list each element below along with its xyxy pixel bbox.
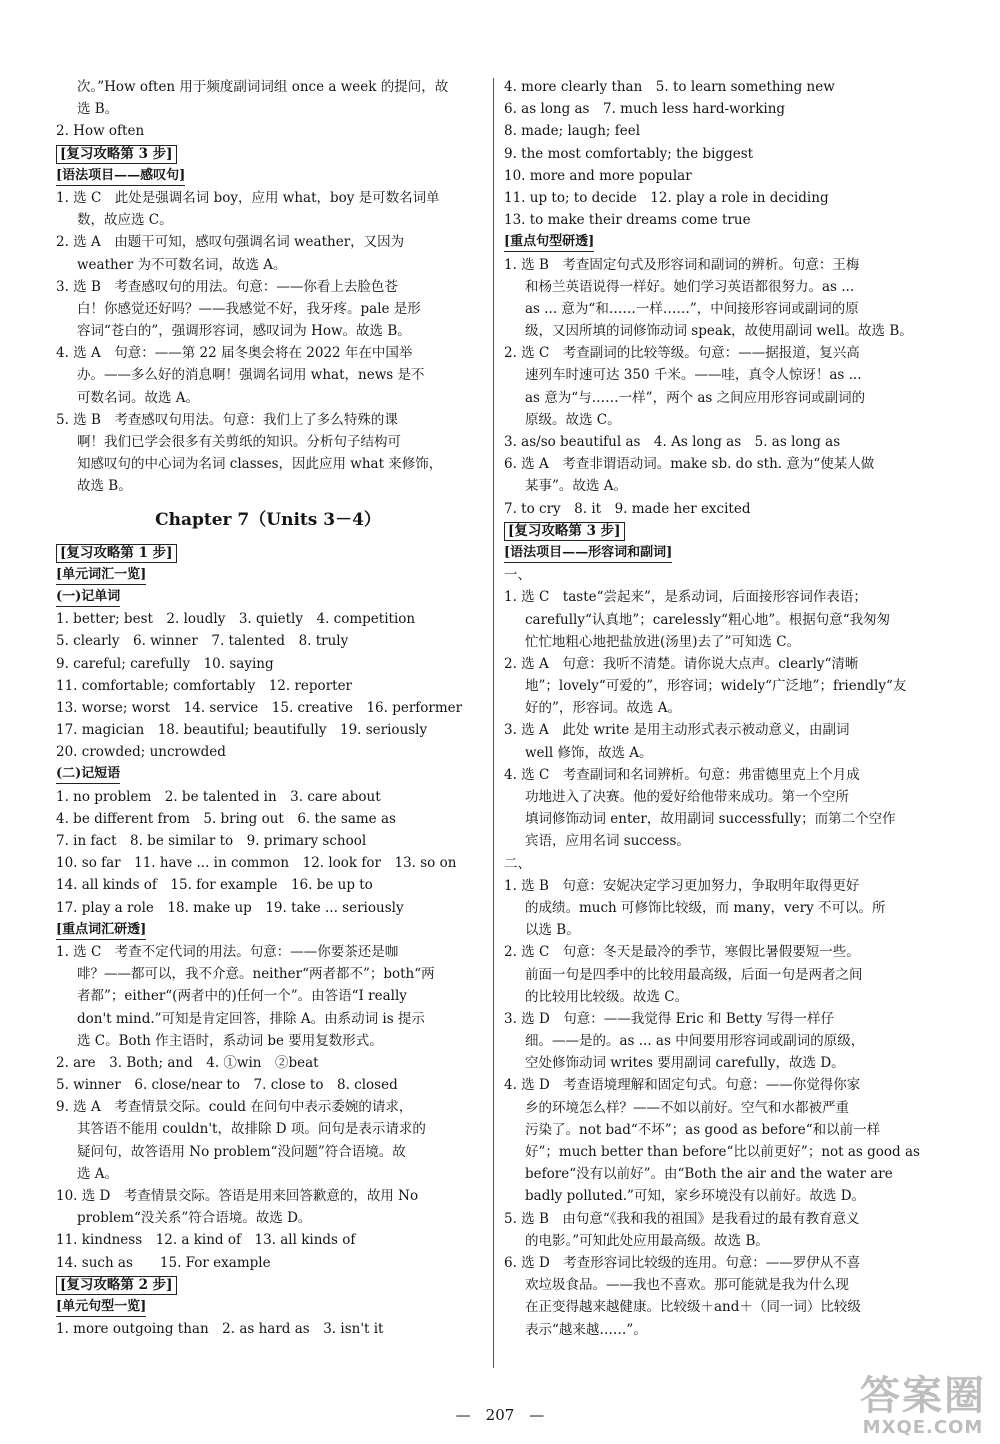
- text-line: 14. such as 15. For example: [56, 1254, 271, 1271]
- text-line-continuation: 的比较用比较级。故选 C。: [525, 988, 689, 1005]
- text-line-continuation: well 修饰，故选 A。: [525, 744, 653, 761]
- subsection-heading: [56, 919, 480, 941]
- subsection-heading-label: [重点句型研透]: [504, 233, 594, 252]
- text-line-continuation: 在正变得越来越健康。比较级＋and＋（同一词）比较级: [525, 1299, 861, 1316]
- text-line: 1. no problem 2. be talented in 3. care about: [56, 788, 381, 805]
- text-line: 6. 选 A 考查非谓语动词。make sb. do sth. 意为“使某人做: [504, 456, 875, 473]
- text-line: 1. 选 C 此处是强调名词 boy，应用 what，boy 是可数名词单: [56, 189, 440, 206]
- text-line-continuation: 可数名词。故选 A。: [77, 389, 200, 406]
- section-heading: [56, 542, 480, 564]
- text-line-continuation: 欢垃圾食品。——我也不喜欢。那可能就是我为什么现: [525, 1277, 849, 1294]
- text-line-continuation: 功地进入了决赛。他的爱好给他带来成功。第一个空所: [525, 789, 849, 805]
- text-line: 7. to cry 8. it 9. made her excited: [504, 500, 751, 517]
- text-line-continuation: 的成绩。much 可修饰比较级，而 many，very 不可以。所: [525, 899, 886, 916]
- text-line: 9. 选 A 考查情景交际。could 在问句中表示委婉的请求，: [56, 1099, 413, 1116]
- text-line-continuation: 好”；much better than before“比以前更好”；not as good as: [525, 1144, 920, 1160]
- text-line-continuation: 和杨兰英语说得一样好。她们学习英语都很努力。as ...: [525, 278, 855, 295]
- text-line: 4. 选 A 句意：——第 22 届冬奥会将在 2022 年在中国举: [56, 345, 413, 362]
- text-line: 2. 选 A 由题干可知，感叹句强调名词 weather，又因为: [56, 234, 405, 251]
- text-line-continuation: before“没有以前好”。由“Both the air and the water are: [525, 1166, 893, 1183]
- text-line: 5. winner 6. close/near to 7. close to 8. closed: [56, 1077, 398, 1094]
- subsection-heading-label: [重点词汇研透]: [56, 921, 146, 940]
- subsection-heading-label: [单元词汇一览]: [56, 566, 146, 585]
- subsection-heading-label: [语法项目——感叹句]: [56, 167, 185, 186]
- subsection-heading-label: [语法项目——形容词和副词]: [504, 544, 672, 563]
- text-line-continuation: 级，又因所填的词修饰动词 speak，故使用副词 well。故选 B。: [525, 323, 913, 340]
- text-line: 1. 选 C taste“尝起来”，是系动词，后面接形容词作表语；: [504, 589, 867, 606]
- text-line-continuation: 空处修饰动词 writes 要用副词 carefully，故选 D。: [525, 1055, 845, 1072]
- text-line: 1. more outgoing than 2. as hard as 3. isn't it: [56, 1321, 384, 1338]
- watermark-logo: [860, 1374, 986, 1438]
- text-line: 20. crowded; uncrowded: [56, 744, 226, 761]
- text-line: 11. up to; to decide 12. play a role in deciding: [504, 189, 829, 206]
- text-line-continuation: 前面一句是四季中的比较用最高级，后面一句是两者之间: [525, 966, 863, 983]
- subsection-heading: [56, 1296, 480, 1318]
- text-line: 13. worse; worst 14. service 15. creative 16. performer: [56, 699, 463, 716]
- text-line-continuation: 其答语不能用 couldn't，故排除 D 项。问句是表示请求的: [77, 1121, 426, 1138]
- text-line-continuation: 细。——是的。as ... as 中间要用形容词或副词的原级，: [525, 1033, 865, 1050]
- text-line-continuation: 忙忙地粗心地把盐放进(汤里)去了”可知选 C。: [525, 633, 801, 650]
- text-line-continuation: don't mind.”可知是肯定回答，排除 A。由系动词 is 提示: [77, 1010, 425, 1027]
- text-line-continuation: 选 A。: [77, 1165, 119, 1182]
- text-line-continuation: 白！你感觉还好吗？——我感觉不好，我牙疼。pale 是形: [77, 300, 421, 317]
- text-line-continuation: 污染了。not bad“不坏”；as good as before“和以前一样: [525, 1121, 881, 1138]
- text-line: 1. 选 B 考查固定句式及形容词和副词的辨析。句意：王梅: [504, 256, 860, 273]
- text-line-continuation: 疑问句，故答语用 No problem“没问题”符合语境。故: [77, 1143, 406, 1160]
- text-line: 1. 选 C 考查不定代词的用法。句意：——你要茶还是咖: [56, 943, 399, 960]
- text-line: 2. 选 A 句意：我听不清楚。请你说大点声。clearly“清晰: [504, 655, 859, 672]
- text-line: 11. comfortable; comfortably 12. reporter: [56, 677, 353, 694]
- subsection-heading: [56, 586, 480, 608]
- left-column: [56, 76, 480, 1340]
- text-line: 4. more clearly than 5. to learn something new: [504, 79, 835, 95]
- text-line: 3. 选 D 句意：——我觉得 Eric 和 Betty 写得一样仔: [504, 1010, 835, 1027]
- text-line-continuation: 乡的环境怎么样？——不如以前好。空气和水都被严重: [525, 1099, 849, 1116]
- section-heading-label: [复习攻略第 2 步]: [56, 1276, 177, 1295]
- text-line-continuation: 啡？——都可以，我不介意。neither“两者都不”；both“两: [77, 966, 435, 983]
- text-line: 11. kindness 12. a kind of 13. all kinds of: [56, 1232, 356, 1249]
- text-line: 10. more and more popular: [504, 167, 692, 184]
- text-line-continuation: 速列车时速可达 350 千米。——哇，真令人惊讶！as ...: [525, 367, 862, 384]
- text-line-continuation: 好的”，形容词。故选 A。: [525, 700, 681, 717]
- section-heading-label: [复习攻略第 3 步]: [504, 522, 625, 541]
- text-line: 10. so far 11. have ... in common 12. look for 13. so on: [56, 855, 457, 872]
- text-line: 1. 选 B 句意：安妮决定学习更加努力，争取明年取得更好: [504, 877, 860, 894]
- text-line: 9. the most comfortably; the biggest: [504, 145, 754, 162]
- text-line: 二、: [504, 855, 531, 872]
- text-line-continuation: 选 B。: [77, 101, 119, 118]
- text-line-continuation: 填词修饰动词 enter，故用副词 successfully；而第二个空作: [525, 811, 896, 828]
- subsection-heading: [56, 564, 480, 586]
- text-line-continuation: 选 C。Both 作主语时，系动词 be 要用复数形式。: [77, 1032, 383, 1049]
- text-line: 1. better; best 2. loudly 3. quietly 4. competition: [56, 611, 416, 628]
- text-line: 4. be different from 5. bring out 6. the same as: [56, 810, 396, 827]
- subsection-heading: [56, 165, 480, 187]
- section-heading: [56, 143, 480, 165]
- text-line: 5. 选 B 考查感叹句用法。句意：我们上了多么特殊的课: [56, 411, 398, 428]
- text-line: 2. are 3. Both; and 4. ①win ②beat: [56, 1054, 319, 1071]
- text-line: 2. How often: [56, 123, 145, 140]
- section-heading-label: [复习攻略第 3 步]: [56, 145, 177, 164]
- text-line: 2. 选 C 考查副词的比较等级。句意：——据报道，复兴高: [504, 345, 860, 362]
- text-line-continuation: 故选 B。: [77, 478, 132, 495]
- text-line-continuation: 某事”。故选 A。: [525, 478, 627, 495]
- section-heading-label: [复习攻略第 1 步]: [56, 544, 177, 563]
- text-line: 8. made; laugh; feel: [504, 123, 641, 140]
- page-number: — 207 —: [455, 1406, 545, 1424]
- text-line-continuation: 表示“越来越……”。: [525, 1321, 647, 1338]
- text-line-continuation: 者都”；either“(两者中的)任何一个”。由答语“I really: [77, 988, 407, 1005]
- text-line: 4. 选 C 考查副词和名词辨析。句意：弗雷德里克上个月成: [504, 766, 860, 783]
- text-line: 17. magician 18. beautiful; beautifully 19. seriously: [56, 722, 428, 739]
- text-line-continuation: 宾语，应用名词 success。: [525, 833, 690, 850]
- subsection-heading-label: (一)记单词: [56, 588, 120, 607]
- subsection-heading: [504, 231, 928, 253]
- text-line-continuation: 办。——多么好的消息啊！强调名词用 what，news 是不: [77, 367, 425, 384]
- text-line-continuation: 以选 B。: [525, 922, 580, 939]
- text-line-continuation: 容词“苍白的”，强调形容词，感叹词为 How。故选 B。: [77, 323, 411, 340]
- section-heading: [504, 520, 928, 542]
- text-line: 6. as long as 7. much less hard-working: [504, 101, 786, 118]
- subsection-heading: [56, 763, 480, 785]
- text-line: 9. careful; carefully 10. saying: [56, 655, 274, 672]
- subsection-heading-label: [单元句型一览]: [56, 1298, 146, 1317]
- text-line: 7. in fact 8. be similar to 9. primary school: [56, 833, 367, 849]
- text-line: 4. 选 D 考查语境理解和固定句式。句意：——你觉得你家: [504, 1077, 861, 1094]
- chapter-heading: Chapter 7（Units 3－4）: [155, 509, 381, 530]
- text-line: 6. 选 D 考查形容词比较级的连用。句意：——罗伊从不喜: [504, 1254, 861, 1271]
- text-line: 14. all kinds of 15. for example 16. be up to: [56, 877, 373, 894]
- text-line-continuation: 次。”How often 用于频度副词词组 once a week 的提问，故: [77, 79, 449, 95]
- subsection-heading: [504, 542, 928, 564]
- text-line-continuation: badly polluted.”可知，家乡环境没有以前好。故选 D。: [525, 1188, 866, 1205]
- watermark-url-text: MXQE.COM: [862, 1417, 984, 1438]
- text-line-continuation: 啊！我们已学会很多有关剪纸的知识。分析句子结构可: [77, 434, 401, 450]
- text-line: 13. to make their dreams come true: [504, 212, 751, 229]
- text-line-continuation: 知感叹句的中心词为名词 classes，因此应用 what 来修饰，: [77, 456, 443, 473]
- text-line-continuation: carefully“认真地”；carelessly“粗心地”。根据句意“我匆匆: [525, 611, 891, 628]
- text-line: 5. clearly 6. winner 7. talented 8. truly: [56, 633, 349, 650]
- text-line-continuation: problem“没关系”符合语境。故选 D。: [77, 1210, 312, 1227]
- text-line: 5. 选 B 由句意“《我和我的祖国》是我看过的最有教育意义: [504, 1210, 860, 1227]
- text-line: 2. 选 C 句意：冬天是最冷的季节，寒假比暑假要短一些。: [504, 944, 860, 961]
- text-line-continuation: as ... 意为“和……一样……”，中间接形容词或副词的原: [525, 300, 859, 317]
- watermark-main-text: 答案圈: [860, 1373, 986, 1419]
- text-line-continuation: 原级。故选 C。: [525, 411, 621, 428]
- text-line: 一、: [504, 567, 531, 584]
- text-line-continuation: 的电影。”可知此处应用最高级。故选 B。: [525, 1232, 769, 1249]
- text-line: 3. 选 B 考查感叹句的用法。句意：——你看上去脸色苍: [56, 278, 398, 295]
- text-line: 17. play a role 18. make up 19. take ... seriously: [56, 899, 404, 916]
- text-line: 10. 选 D 考查情景交际。答语是用来回答歉意的，故用 No: [56, 1188, 419, 1204]
- right-column: [504, 76, 928, 1341]
- text-line: 3. as/so beautiful as 4. As long as 5. as long as: [504, 434, 841, 450]
- text-line-continuation: 地”；lovely“可爱的”，形容词；widely“广泛地”；friendly“友: [525, 678, 907, 695]
- column-divider: [493, 78, 494, 1368]
- text-line: 3. 选 A 此处 write 是用主动形式表示被动意义，由副词: [504, 722, 850, 739]
- subsection-heading-label: (二)记短语: [56, 765, 120, 784]
- text-line-continuation: as 意为“与……一样”，两个 as 之间应用形容词或副词的: [525, 389, 866, 406]
- text-line-continuation: weather 为不可数名词，故选 A。: [77, 256, 287, 273]
- text-line-continuation: 数，故应选 C。: [77, 212, 173, 229]
- section-heading: [56, 1274, 480, 1296]
